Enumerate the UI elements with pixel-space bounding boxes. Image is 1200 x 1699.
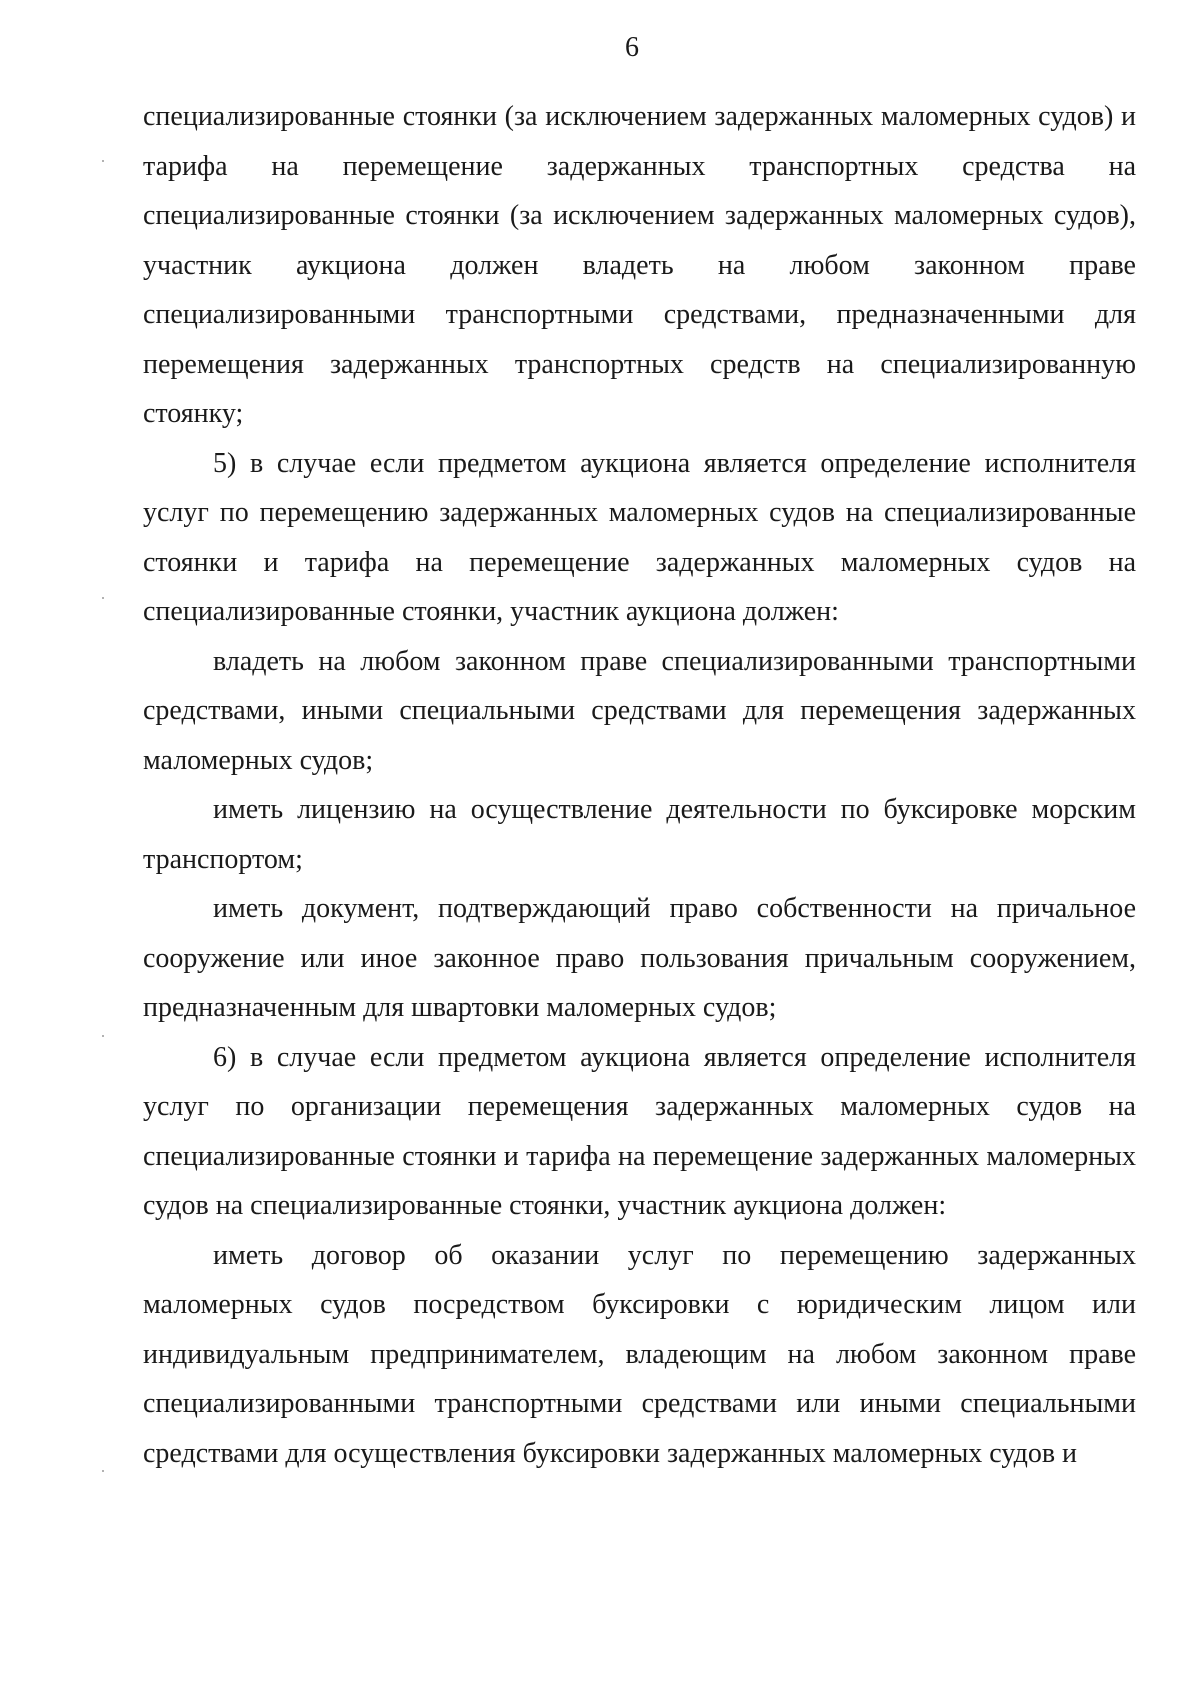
margin-mark xyxy=(102,1035,104,1037)
paragraph-continuation: специализированные стоянки (за исключением задержанных маломерных судов) и тарифа на перемещение задержанных транспортных средства на специализированные стоянки (за исключением задержанных маломерных судов), участник аукциона должен владеть на любом законном праве специализированными транспортными средствами, предназначенными для перемещения задержанных транспортных средств на специализированную стоянку; xyxy=(143,101,1136,429)
paragraph-item-5: 5) в случае если предметом аукциона является определение исполнителя услуг по перемещению задержанных маломерных судов на специализированные стоянки и тарифа на перемещение задержанных маломерных судов на специализированные стоянки, участник аукциона должен: xyxy=(143,447,1136,627)
document-body xyxy=(143,92,1136,1478)
paragraph-item-6: 6) в случае если предметом аукциона является определение исполнителя услуг по организации перемещения задержанных маломерных судов на специализированные стоянки и тарифа на перемещение задержанных маломерных судов на специализированные стоянки, участник аукциона должен: xyxy=(143,1041,1136,1221)
margin-mark xyxy=(102,1470,104,1472)
paragraph-requirement-vehicles: владеть на любом законном праве специализированными транспортными средствами, иными специальными средствами для перемещения задержанных маломерных судов; xyxy=(143,645,1136,776)
margin-mark xyxy=(102,160,104,162)
paragraph-requirement-contract: иметь договор об оказании услуг по перемещению задержанных маломерных судов посредством буксировки с юридическим лицом или индивидуальным предпринимателем, владеющим на любом законном праве специализированными транспортными средствами или иными специальными средствами для осуществления буксировки задержанных маломерных судов и xyxy=(143,1239,1136,1469)
paragraph-requirement-mooring: иметь документ, подтверждающий право собственности на причальное сооружение или иное законное право пользования причальным сооружением, предназначенным для швартовки маломерных судов; xyxy=(143,893,1136,1023)
margin-mark xyxy=(102,597,104,599)
page-number: 6 xyxy=(625,32,639,63)
paragraph-requirement-license: иметь лицензию на осуществление деятельности по буксировке морским транспортом; xyxy=(143,794,1136,875)
